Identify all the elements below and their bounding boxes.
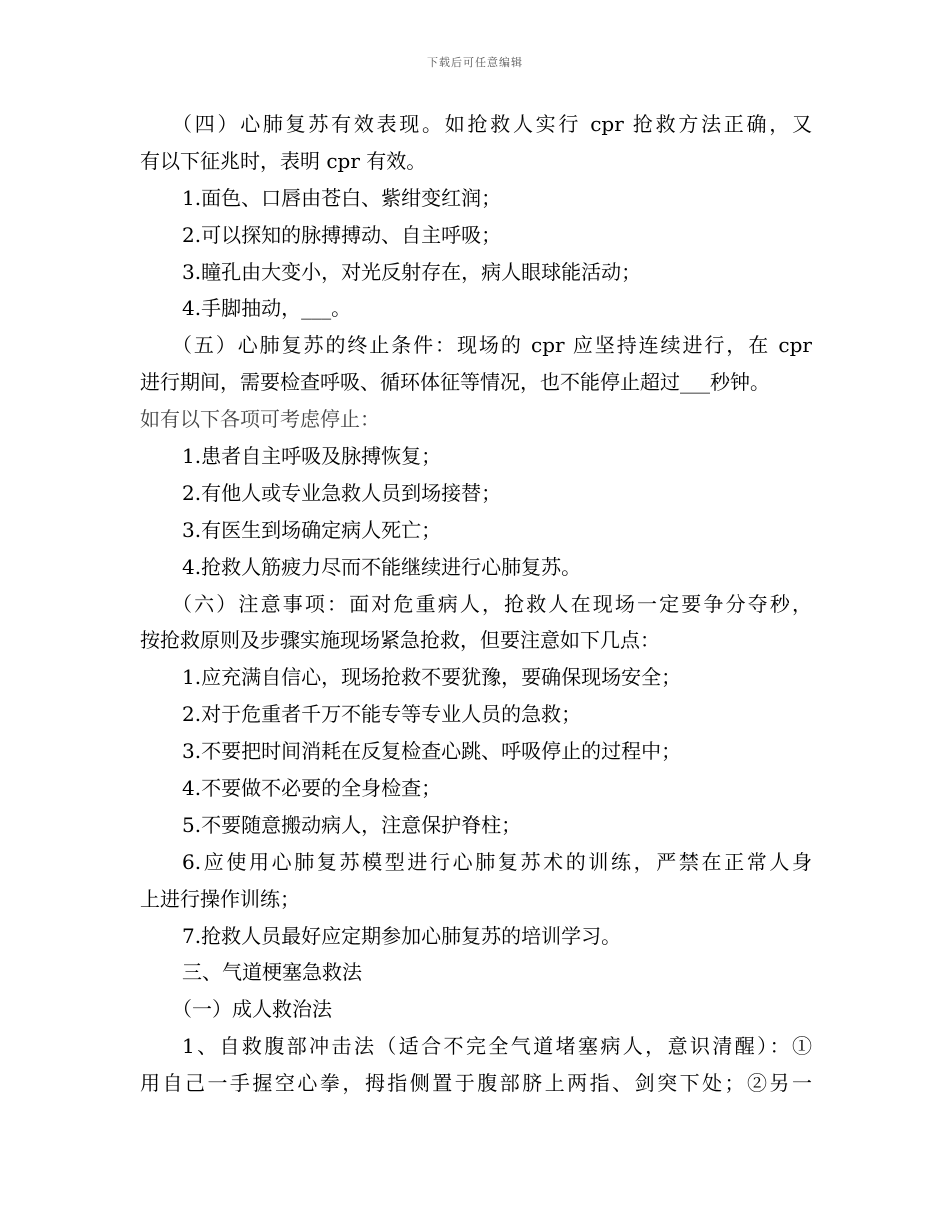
text-line: 3.有医生到场确定病人死亡； [182,517,442,542]
text-line: 3.不要把时间消耗在反复检查心跳、呼吸停止的过程中； [182,739,682,764]
text-line: 进行期间，需要检查呼吸、循环体征等情况，也不能停止超过___秒钟。 [140,370,770,395]
text-line: 三、气道梗塞急救法 [182,960,362,985]
text-line: （一）成人救治法 [172,997,332,1022]
text-line: 7.抢救人员最好应定期参加心肺复苏的培训学习。 [182,923,622,948]
text-line: 5.不要随意搬动病人，注意保护脊柱； [182,812,522,837]
text-line: （六）注意事项：面对危重病人，抢救人在现场一定要争分夺秒， [172,591,812,616]
document-body [140,106,812,1102]
text-line: 2.有他人或专业急救人员到场接替； [182,480,502,505]
text-line: 6.应使用心肺复苏模型进行心肺复苏术的训练，严禁在正常人身 [182,849,812,874]
text-line: 4.手脚抽动，___。 [182,296,352,321]
text-line: 1、自救腹部冲击法（适合不完全气道堵塞病人，意识清醒）：① [182,1034,812,1059]
text-line: （四）心肺复苏有效表现。如抢救人实行 cpr 抢救方法正确，又 [172,112,812,136]
text-line: （五）心肺复苏的终止条件：现场的 cpr 应坚持连续进行，在 cpr [172,333,812,358]
text-line: 4.抢救人筋疲力尽而不能继续进行心肺复苏。 [182,554,582,579]
text-line: 3.瞳孔由大变小，对光反射存在，病人眼球能活动； [182,259,642,284]
text-line: 如有以下各项可考虑停止： [140,407,380,432]
text-line: 1.患者自主呼吸及脉搏恢复； [182,444,442,469]
page-header: 下载后可任意编辑 [427,56,523,69]
text-line: 4.不要做不必要的全身检查； [182,776,442,801]
text-line: 2.可以探知的脉搏搏动、自主呼吸； [182,222,502,247]
text-line: 1.面色、口唇由苍白、紫绀变红润； [182,185,502,210]
text-line: 1.应充满自信心，现场抢救不要犹豫，要确保现场安全； [182,665,682,690]
text-line: 按抢救原则及步骤实施现场紧急抢救，但要注意如下几点： [140,628,660,653]
text-line: 用自己一手握空心拳，拇指侧置于腹部脐上两指、剑突下处；②另一 [140,1071,812,1096]
text-line: 上进行操作训练； [140,886,300,911]
text-line: 有以下征兆时，表明 cpr 有效。 [140,148,427,173]
text-line: 2.对于危重者千万不能专等专业人员的急救； [182,702,582,727]
